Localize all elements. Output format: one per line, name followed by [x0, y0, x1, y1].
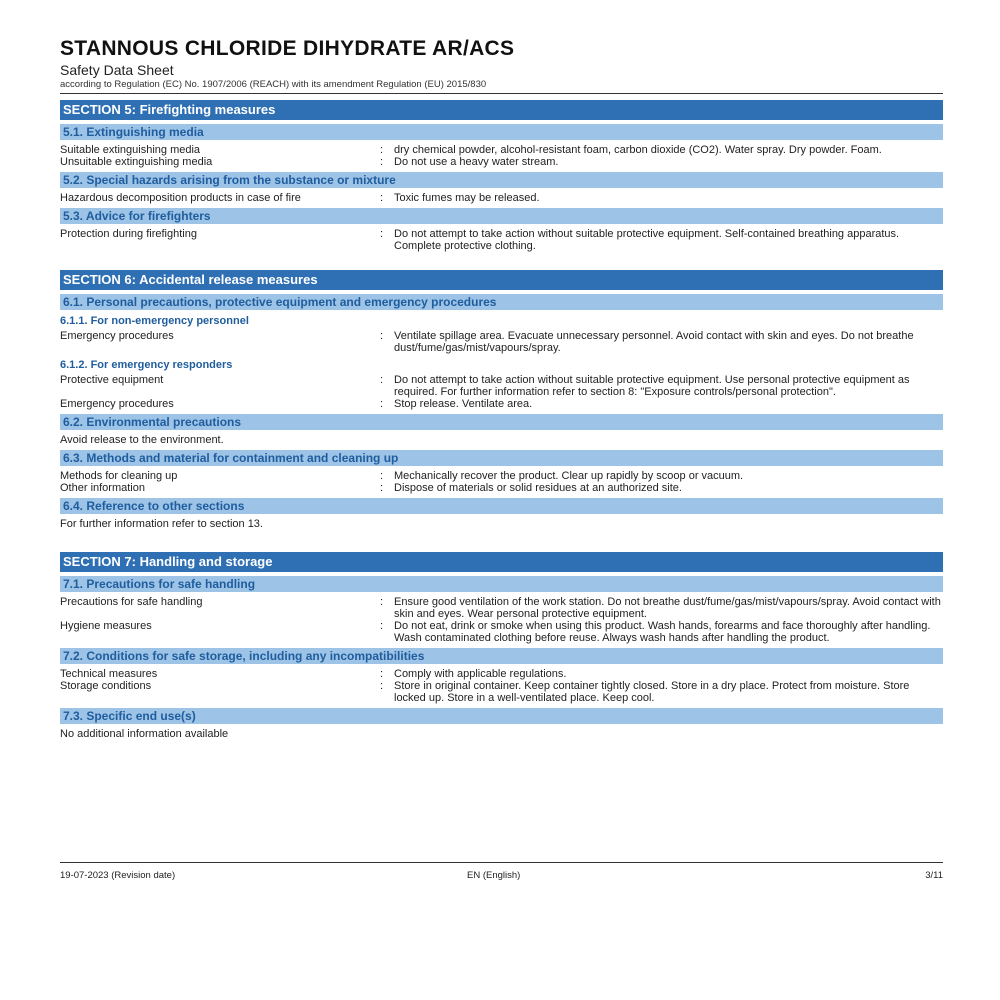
field-row — [60, 398, 943, 410]
field-value: Do not attempt to take action without suitable protective equipment. Self-contained breathing apparatus. Complete protective clothing. — [394, 228, 900, 252]
field-row — [60, 192, 943, 204]
subsection-5-1-header: 5.1. Extinguishing media — [60, 124, 943, 140]
field-label: Protection during firefighting — [60, 228, 197, 240]
field-separator: : — [380, 144, 384, 156]
field-separator: : — [380, 228, 384, 240]
specific-end-use-text: No additional information available — [60, 728, 229, 740]
field-label: Hygiene measures — [60, 620, 152, 632]
document-subtitle: Safety Data Sheet — [60, 62, 174, 78]
field-value: Comply with applicable regulations. — [394, 668, 567, 680]
field-row — [60, 482, 943, 494]
subsection-5-3-header: 5.3. Advice for firefighters — [60, 208, 943, 224]
field-row — [60, 620, 943, 644]
field-row — [60, 228, 943, 252]
subsection-6-4-header: 6.4. Reference to other sections — [60, 498, 943, 514]
subsection-7-2-header: 7.2. Conditions for safe storage, including any incompatibilities — [60, 648, 943, 664]
reference-text: For further information refer to section 13. — [60, 518, 263, 530]
field-row — [60, 374, 943, 398]
field-separator: : — [380, 330, 384, 342]
subsection-6-1-2-header: 6.1.2. For emergency responders — [60, 359, 233, 371]
field-label: Technical measures — [60, 668, 158, 680]
field-separator: : — [380, 620, 384, 632]
field-value: dry chemical powder, alcohol-resistant foam, carbon dioxide (CO2). Water spray. Dry powder. Foam. — [394, 144, 882, 156]
field-label: Unsuitable extinguishing media — [60, 156, 213, 168]
field-separator: : — [380, 192, 384, 204]
field-value: Ensure good ventilation of the work station. Do not breathe dust/fume/gas/mist/vapours/spray. Avoid contact with skin and eyes. Wear personal protective equipment. — [394, 596, 941, 620]
field-separator: : — [380, 398, 384, 410]
field-label: Emergency procedures — [60, 398, 174, 410]
subsection-6-2-header: 6.2. Environmental precautions — [60, 414, 943, 430]
subsection-6-1-1-header: 6.1.1. For non-emergency personnel — [60, 315, 249, 327]
field-separator: : — [380, 470, 384, 482]
field-value: Stop release. Ventilate area. — [394, 398, 533, 410]
field-row — [60, 668, 943, 680]
field-separator: : — [380, 374, 384, 386]
field-label: Storage conditions — [60, 680, 152, 692]
field-label: Precautions for safe handling — [60, 596, 203, 608]
field-separator: : — [380, 156, 384, 168]
field-value: Mechanically recover the product. Clear up rapidly by scoop or vacuum. — [394, 470, 744, 482]
field-label: Suitable extinguishing media — [60, 144, 201, 156]
field-row — [60, 680, 943, 704]
field-value: Do not attempt to take action without suitable protective equipment. Use personal protective equipment as required. For further information refer to section 8: "Exposure controls/personal protection". — [394, 374, 910, 398]
field-label: Other information — [60, 482, 145, 494]
section-6-header: SECTION 6: Accidental release measures — [60, 270, 943, 290]
subsection-6-1-header: 6.1. Personal precautions, protective equipment and emergency procedures — [60, 294, 943, 310]
subsection-7-1-header: 7.1. Precautions for safe handling — [60, 576, 943, 592]
section-5-header: SECTION 5: Firefighting measures — [60, 100, 943, 120]
page-footer — [60, 862, 943, 881]
field-value: Dispose of materials or solid residues at an authorized site. — [394, 482, 682, 494]
subsection-7-3-header: 7.3. Specific end use(s) — [60, 708, 943, 724]
field-row — [60, 156, 943, 168]
document-title: STANNOUS CHLORIDE DIHYDRATE AR/ACS — [60, 37, 515, 60]
page-number: 3/11 — [925, 870, 943, 881]
subsection-6-3-header: 6.3. Methods and material for containment and cleaning up — [60, 450, 943, 466]
field-label: Hazardous decomposition products in case of fire — [60, 192, 301, 204]
field-value: Store in original container. Keep container tightly closed. Store in a dry place. Protect from moisture. Store locked up. Store in a well-ventilated place. Keep cool. — [394, 680, 910, 704]
field-value: Ventilate spillage area. Evacuate unnecessary personnel. Avoid contact with skin and eyes. Do not breathe dust/fume/gas/mist/vapours/spray. — [394, 330, 914, 354]
field-row — [60, 144, 943, 156]
language-label: EN (English) — [467, 870, 521, 881]
field-value: Toxic fumes may be released. — [394, 192, 540, 204]
field-row — [60, 330, 943, 354]
field-separator: : — [380, 596, 384, 608]
field-separator: : — [380, 680, 384, 692]
field-separator: : — [380, 482, 384, 494]
subsection-5-2-header: 5.2. Special hazards arising from the substance or mixture — [60, 172, 943, 188]
field-label: Emergency procedures — [60, 330, 174, 342]
section-7-header: SECTION 7: Handling and storage — [60, 552, 943, 572]
field-value: Do not eat, drink or smoke when using this product. Wash hands, forearms and face thoroughly after handling. Wash contaminated clothing before reuse. Always wash hands after handling the product. — [394, 620, 931, 644]
field-row — [60, 596, 943, 620]
field-row — [60, 470, 943, 482]
regulation-line: according to Regulation (EC) No. 1907/2006 (REACH) with its amendment Regulation (EU) 2015/830 — [60, 79, 943, 94]
field-value: Do not use a heavy water stream. — [394, 156, 559, 168]
field-separator: : — [380, 668, 384, 680]
field-label: Protective equipment — [60, 374, 164, 386]
revision-date: 19-07-2023 (Revision date) — [60, 870, 176, 881]
document-page — [60, 36, 943, 744]
field-label: Methods for cleaning up — [60, 470, 178, 482]
environmental-precautions-text: Avoid release to the environment. — [60, 434, 224, 446]
